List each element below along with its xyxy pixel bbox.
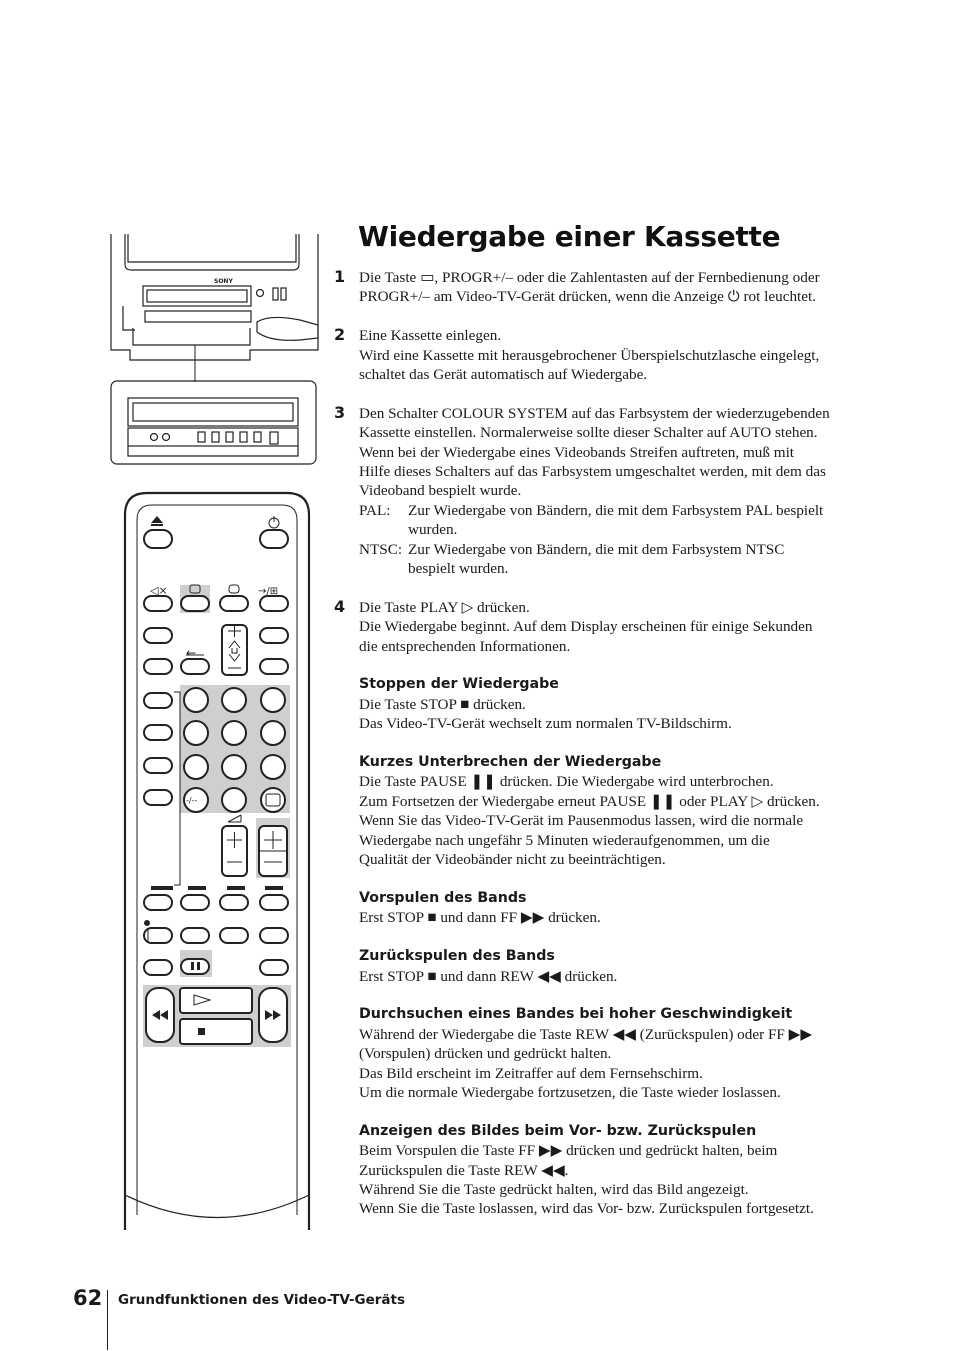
step-text: Die Wiedergabe beginnt. Auf dem Display erscheinen für einige Sekunden	[359, 618, 813, 636]
step-number: 2	[334, 325, 346, 345]
step-text: Den Schalter COLOUR SYSTEM auf das Farbsystem der wiederzugebenden	[359, 404, 830, 422]
page-number: 62	[73, 1286, 103, 1310]
section-heading: Durchsuchen eines Bandes bei hoher Geschwindigkeit	[359, 1006, 793, 1023]
section-text: Die Taste STOP ■ drücken.	[359, 695, 526, 713]
step-text: Kassette einstellen. Normalerweise sollte dieser Schalter auf AUTO stehen.	[359, 424, 818, 442]
section-text: Wenn Sie das Video-TV-Gerät im Pausenmodus lassen, wird die normale	[359, 812, 804, 830]
ntsc-option	[359, 540, 919, 579]
device-illustration	[0, 0, 330, 1240]
instructions	[334, 267, 919, 1238]
step-3	[334, 402, 919, 579]
step-2	[334, 325, 919, 384]
step-text: Videoband bespielt wurde.	[359, 482, 522, 500]
footer-divider	[107, 1290, 108, 1350]
section-text: Das Bild erscheint im Zeitraffer auf dem Fernsehschirm.	[359, 1064, 703, 1082]
section-text: Das Video-TV-Gerät wechselt zum normalen TV-Bildschirm.	[359, 715, 732, 733]
step-4	[334, 596, 919, 656]
step-text: schaltet das Gerät automatisch auf Wiedergabe.	[359, 366, 648, 384]
step-text: Die Taste ▭, PROGR+/– oder die Zahlentasten auf der Fernbedienung oder	[359, 269, 820, 286]
pal-label: PAL:	[359, 501, 391, 519]
remote-control	[125, 493, 309, 1230]
section-text: (Vorspulen) drücken und gedrückt halten.	[359, 1045, 612, 1063]
section-pause	[359, 753, 919, 869]
section-text: Erst STOP ■ und dann REW ◀◀ drücken.	[359, 967, 618, 985]
vcr-panel-zoom	[111, 381, 316, 464]
section-heading: Kurzes Unterbrechen der Wiedergabe	[359, 754, 662, 771]
step-1	[334, 267, 919, 307]
section-heading: Stoppen der Wiedergabe	[359, 676, 559, 693]
mute-icon: ◁×	[150, 584, 168, 597]
section-text: Die Taste PAUSE ❚❚ drücken. Die Wiedergabe wird unterbrochen.	[359, 773, 774, 791]
step-text: die entsprechenden Informationen.	[359, 637, 571, 655]
ntsc-text: bespielt wurden.	[408, 560, 509, 578]
section-text: Zurückspulen die Taste REW ◀◀.	[359, 1161, 569, 1179]
section-text: Wenn Sie die Taste loslassen, wird das Vor- bzw. Zurückspulen fortgesetzt.	[359, 1200, 814, 1218]
step-text: Eine Kassette einlegen.	[359, 327, 502, 345]
section-text: Erst STOP ■ und dann FF ▶▶ drücken.	[359, 909, 601, 927]
section-heading: Zurückspulen des Bands	[359, 948, 555, 965]
ntsc-text: Zur Wiedergabe von Bändern, die mit dem Farbsystem NTSC	[408, 540, 785, 558]
section-text: Beim Vorspulen die Taste FF ▶▶ drücken und gedrückt halten, beim	[359, 1142, 778, 1160]
section-text: Qualität der Videobänder nicht zu beeinträchtigen.	[359, 851, 666, 869]
section-rewind	[359, 947, 919, 986]
step-text: Hilfe dieses Schalters auf das Farbsystem umgeschaltet werden, mit dem das	[359, 463, 826, 481]
section-fast-forward	[359, 889, 919, 928]
page-title: Wiedergabe einer Kassette	[358, 220, 781, 253]
section-heading: Anzeigen des Bildes beim Vor- bzw. Zurückspulen	[359, 1122, 757, 1139]
step-text: Die Taste PLAY ▷ drücken.	[359, 598, 530, 616]
pal-text: wurden.	[408, 521, 458, 539]
section-stop	[359, 675, 919, 733]
section-picture-search	[359, 1122, 919, 1219]
channel-dash-label: -/--	[186, 796, 198, 805]
input-select-label: →/⊞	[258, 586, 279, 597]
step-number: 4	[334, 596, 346, 616]
step-number: 1	[334, 267, 346, 286]
footer-section-title: Grundfunktionen des Video-TV-Geräts	[118, 1292, 406, 1308]
step-text: PROGR+/– am Video-TV-Gerät drücken, wenn die Anzeige ⏻ rot leuchtet.	[359, 288, 817, 306]
pal-text: Zur Wiedergabe von Bändern, die mit dem Farbsystem PAL bespielt	[408, 501, 824, 519]
section-text: Während der Wiedergabe die Taste REW ◀◀ (Zurückspulen) oder FF ▶▶	[359, 1025, 813, 1043]
step-number: 3	[334, 402, 346, 422]
step-text: Wird eine Kassette mit herausgebrochener Überspielschutzlasche eingelegt,	[359, 346, 820, 364]
tv-brand-logo: SONY	[214, 278, 233, 285]
ntsc-label: NTSC:	[359, 540, 403, 558]
step-text: Wenn bei der Wiedergabe eines Videobands Streifen auftreten, muß mit	[359, 443, 795, 461]
section-search	[359, 1005, 919, 1102]
back-arrow-label: ←	[186, 646, 197, 660]
section-text: Wiedergabe nach ungefähr 5 Minuten wiederaufgenommen, um die	[359, 831, 770, 849]
section-text: Zum Fortsetzen der Wiedergabe erneut PAUSE ❚❚ oder PLAY ▷ drücken.	[359, 792, 820, 810]
section-text: Während Sie die Taste gedrückt halten, wird das Bild angezeigt.	[359, 1180, 749, 1198]
tv-front-view	[111, 234, 318, 360]
section-heading: Vorspulen des Bands	[359, 889, 527, 906]
section-text: Um die normale Wiedergabe fortzusetzen, die Taste wieder loslassen.	[359, 1083, 781, 1101]
pal-option	[359, 501, 919, 540]
